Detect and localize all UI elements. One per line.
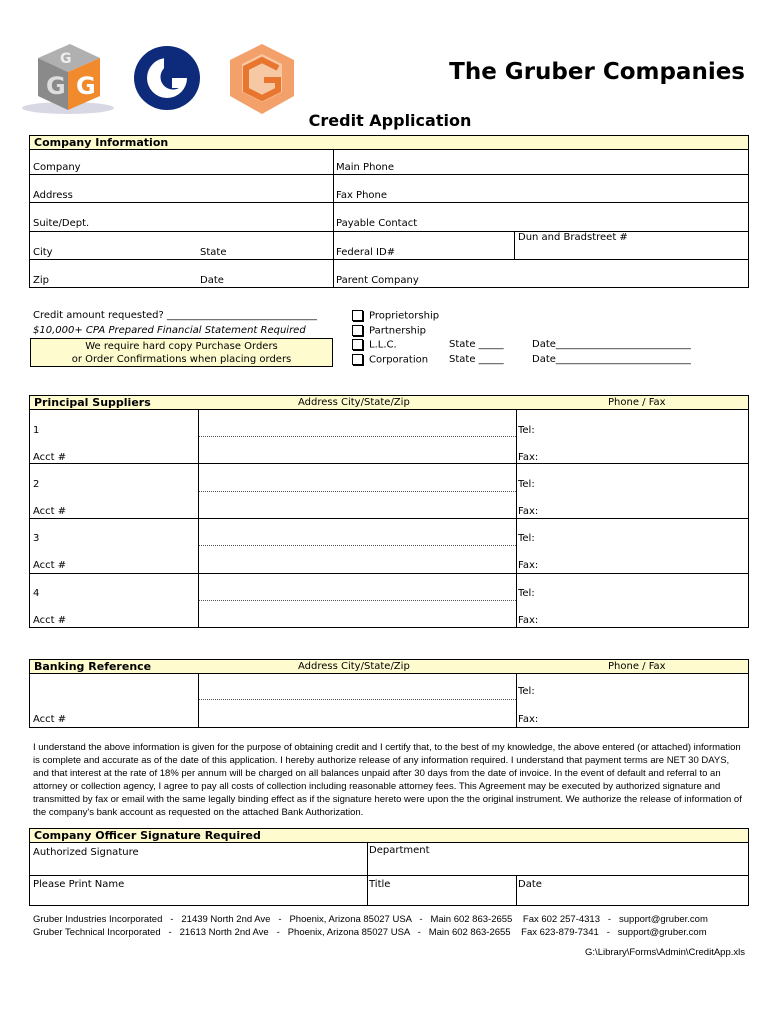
llc-date-field[interactable]: Date___________________________ <box>532 339 691 350</box>
orders-notice-line1: We require hard copy Purchase Orders <box>85 341 278 352</box>
supplier-1-acct[interactable]: Acct # <box>33 452 67 463</box>
banking-address-col: Address City/State/Zip <box>298 661 410 672</box>
banking-grid <box>29 673 749 728</box>
company-info-title: Company Information <box>34 136 169 149</box>
cpa-note: $10,000+ CPA Prepared Financial Statement Required <box>33 325 306 336</box>
payable-contact-field[interactable]: Payable Contact <box>336 218 418 229</box>
checkbox-icon[interactable] <box>352 325 363 336</box>
supplier-4-acct[interactable]: Acct # <box>33 615 67 626</box>
checkbox-icon[interactable] <box>352 354 363 365</box>
partnership-label: Partnership <box>369 325 427 337</box>
gruber-cube-logo <box>18 38 120 116</box>
form-title: Credit Application <box>308 111 472 130</box>
checkbox-icon[interactable] <box>352 339 363 350</box>
banking-acct[interactable]: Acct # <box>33 714 67 725</box>
suppliers-header <box>29 395 749 410</box>
supplier-2-tel[interactable]: Tel: <box>518 479 535 490</box>
signature-title: Company Officer Signature Required <box>34 829 261 842</box>
supplier-2-fax[interactable]: Fax: <box>518 506 539 517</box>
banking-tel[interactable]: Tel: <box>518 686 535 697</box>
corporation-label: Corporation <box>369 354 429 366</box>
suppliers-phone-col: Phone / Fax <box>608 397 666 408</box>
zip-field[interactable]: Zip <box>33 275 49 286</box>
credit-amount-field[interactable]: Credit amount requested? ______________________________ <box>33 310 318 321</box>
gruber-orange-logo <box>222 40 300 118</box>
supplier-3-number: 3 <box>33 533 40 544</box>
company-field[interactable]: Company <box>33 162 81 173</box>
proprietorship-option[interactable] <box>352 310 439 323</box>
supplier-2-number: 2 <box>33 479 40 490</box>
signature-date-field[interactable]: Date <box>518 879 542 890</box>
parent-company-field[interactable]: Parent Company <box>336 275 419 286</box>
svg-text:G: G <box>46 72 66 100</box>
federal-id-field[interactable]: Federal ID# <box>336 247 396 258</box>
fax-phone-field[interactable]: Fax Phone <box>336 190 388 201</box>
company-info-header <box>29 135 749 150</box>
supplier-3-tel[interactable]: Tel: <box>518 533 535 544</box>
llc-option[interactable] <box>352 339 397 352</box>
supplier-1-number: 1 <box>33 425 40 436</box>
supplier-1-tel[interactable]: Tel: <box>518 425 535 436</box>
suppliers-grid <box>29 409 749 628</box>
main-phone-field[interactable]: Main Phone <box>336 162 395 173</box>
checkbox-icon[interactable] <box>352 310 363 321</box>
svg-text:G: G <box>60 51 72 67</box>
file-path: G:\Library\Forms\Admin\CreditApp.xls <box>585 947 745 958</box>
print-name-field[interactable]: Please Print Name <box>33 879 125 890</box>
llc-state-field[interactable]: State _____ <box>449 339 504 350</box>
svg-text:G: G <box>76 72 96 100</box>
department-field[interactable]: Department <box>369 845 430 856</box>
supplier-3-acct[interactable]: Acct # <box>33 560 67 571</box>
address-field[interactable]: Address <box>33 190 73 201</box>
signature-header <box>29 828 749 843</box>
banking-header <box>29 659 749 674</box>
company-name-title: The Gruber Companies <box>449 59 745 85</box>
agreement-text: I understand the above information is given for the purpose of obtaining credit and I certify that, to the best of my knowledge, the above entered (or attached) information is complete and accurate as of the date of this application. I hereby authorize release of any information required. I understand that payment terms are NET 30 DAYS, and that interest at the rate of 18% per annum will be charged on all balances unpaid after 30 days from the date of invoice. In the event of default and referral to an attorney or collection agency, I agree to pay all costs of collection including reasonable attorney fees. This Agreement may be executed by authorized signature and transmitted by fax or email with the same legally binding effect as if the signature hereto were upon the the original instrument. We authorize the release of information of the company's bank account as requested on the attached Bank Authorization. <box>33 742 742 818</box>
supplier-2-acct[interactable]: Acct # <box>33 506 67 517</box>
supplier-3-fax[interactable]: Fax: <box>518 560 539 571</box>
supplier-4-number: 4 <box>33 588 40 599</box>
proprietorship-label: Proprietorship <box>369 310 440 322</box>
dun-bradstreet-field[interactable]: Dun and Bradstreet # <box>518 232 628 243</box>
suppliers-title: Principal Suppliers <box>34 396 151 409</box>
partnership-option[interactable] <box>352 325 426 338</box>
supplier-1-fax[interactable]: Fax: <box>518 452 539 463</box>
authorized-signature-field[interactable]: Authorized Signature <box>33 847 139 858</box>
city-field[interactable]: City <box>33 247 53 258</box>
date-field[interactable]: Date <box>200 275 224 286</box>
footer-line-industries: Gruber Industries Incorporated - 21439 North 2nd Ave - Phoenix, Arizona 85027 USA - Main 602 863-2655 Fax 602 257-4313 - support@gruber.com <box>33 914 708 925</box>
banking-fax[interactable]: Fax: <box>518 714 539 725</box>
corp-state-field[interactable]: State _____ <box>449 354 504 365</box>
supplier-4-fax[interactable]: Fax: <box>518 615 539 626</box>
state-field[interactable]: State <box>200 247 227 258</box>
title-field[interactable]: Title <box>369 879 391 890</box>
footer-line-technical: Gruber Technical Incorporated - 21613 North 2nd Ave - Phoenix, Arizona 85027 USA - Main 602 863-2655 Fax 623-879-7341 - support@gruber.com <box>33 927 707 938</box>
banking-title: Banking Reference <box>34 660 152 673</box>
gruber-circle-logo <box>132 44 202 112</box>
corporation-option[interactable] <box>352 354 428 367</box>
banking-phone-col: Phone / Fax <box>608 661 666 672</box>
suite-field[interactable]: Suite/Dept. <box>33 218 90 229</box>
suppliers-address-col: Address City/State/Zip <box>298 397 410 408</box>
orders-notice-line2: or Order Confirmations when placing orders <box>71 354 292 365</box>
supplier-4-tel[interactable]: Tel: <box>518 588 535 599</box>
corp-date-field[interactable]: Date___________________________ <box>532 354 691 365</box>
orders-notice-box <box>30 338 333 367</box>
llc-label: L.L.C. <box>369 339 397 351</box>
